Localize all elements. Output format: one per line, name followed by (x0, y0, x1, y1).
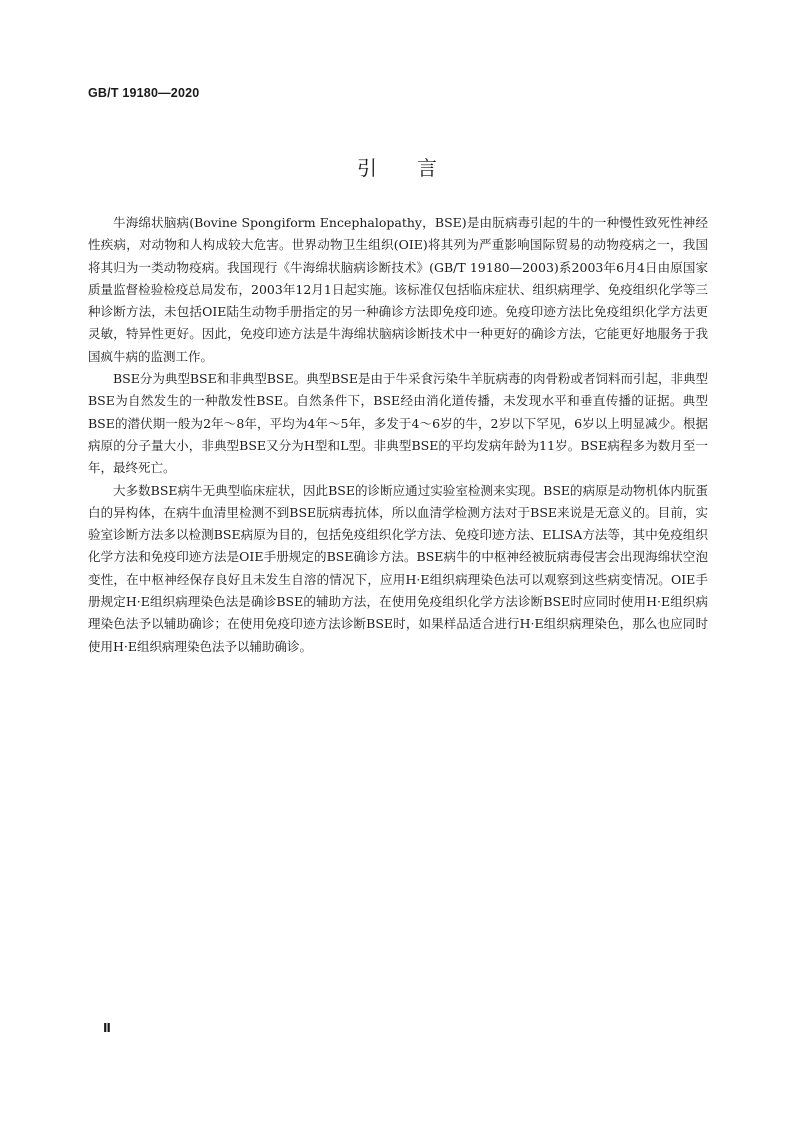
paragraph: 大多数BSE病牛无典型临床症状，因此BSE的诊断应通过实验室检测来实现。BSE的病原是动物机体内朊蛋白的异构体，在病牛血清里检测不到BSE朊病毒抗体，所以血清学检测方法对于BSE来说是无意义的。目前，实验室诊断方法多以检测BSE病原为目的，包括免疫组织化学方法、免疫印迹方法、ELISA方法等，其中免疫组织化学方法和免疫印迹方法是OIE手册规定的BSE确诊方法。BSE病牛的中枢神经被朊病毒侵害会出现海绵状空泡变性，在中枢神经保存良好且未发生自溶的情况下，应用H·E组织病理染色法可以观察到这些病变情况。OIE手册规定H·E组织病理染色法是确诊BSE的辅助方法，在使用免疫组织化学方法诊断BSE时应同时使用H·E组织病理染色法予以辅助确诊；在使用免疫印迹方法诊断BSE时，如果样品适合进行H·E组织病理染色，那么也应同时使用H·E组织病理染色法予以辅助确诊。 (88, 482, 708, 654)
page-title: 引言 (357, 156, 477, 180)
body-text (88, 212, 708, 658)
page-number: Ⅱ (103, 1021, 111, 1035)
paragraph: BSE分为典型BSE和非典型BSE。典型BSE是由于牛采食污染牛羊朊病毒的肉骨粉或者饲料而引起，非典型BSE为自然发生的一种散发性BSE。自然条件下，BSE经由消化道传播，未发现水平和垂直传播的证据。典型BSE的潜伏期一般为2年～8年，平均为4年～5年，多发于4～6岁的牛，2岁以下罕见，6岁以上明显减少。根据病原的分子量大小，非典型BSE又分为H型和L型。非典型BSE的平均发病年龄为11岁。BSE病程多为数月至一年，最终死亡。 (88, 371, 708, 476)
paragraph: 牛海绵状脑病(Bovine Spongiform Encephalopathy，BSE)是由朊病毒引起的牛的一种慢性致死性神经性疾病，对动物和人构成较大危害。世界动物卫生组织(OIE)将其列为严重影响国际贸易的动物疫病之一，我国将其归为一类动物疫病。我国现行《牛海绵状脑病诊断技术》(GB/T 19180—2003)系2003年6月4日由原国家质量监督检验检疫总局发布，2003年12月1日起实施。该标准仅包括临床症状、组织病理学、免疫组织化学等三种诊断方法，未包括OIE陆生动物手册指定的另一种确诊方法即免疫印迹。免疫印迹方法比免疫组织化学方法更灵敏，特异性更好。因此，免疫印迹方法是牛海绵状脑病诊断技术中一种更好的确诊方法，它能更好地服务于我国疯牛病的监测工作。 (88, 215, 708, 364)
standard-code: GB/T 19180—2020 (88, 86, 200, 100)
